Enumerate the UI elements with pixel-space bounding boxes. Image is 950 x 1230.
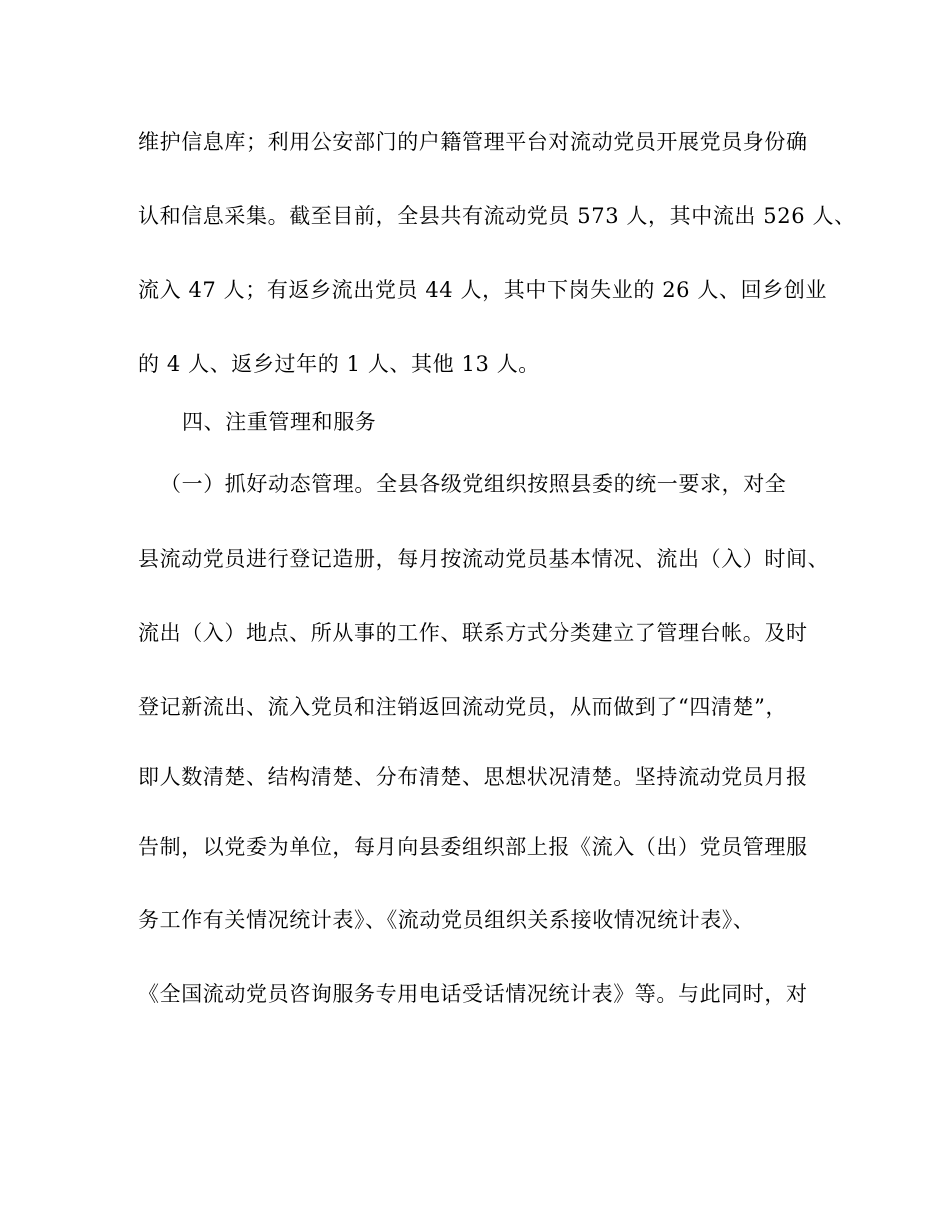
body-text-line: 《全国流动党员咨询服务专用电话受话情况统计表》等。与此同时，对 xyxy=(138,982,808,1006)
body-text-line: 县流动党员进行登记造册，每月按流动党员基本情况、流出（入）时间、 xyxy=(138,547,830,571)
body-text-line: 流入 47 人；有返乡流出党员 44 人，其中下岗失业的 26 人、回乡创业 xyxy=(138,278,828,302)
section-heading: 四、注重管理和服务 xyxy=(182,410,377,434)
body-text-line: 登记新流出、流入党员和注销返回流动党员，从而做到了“四清楚”， xyxy=(138,695,788,719)
body-text-line: 告制，以党委为单位，每月向县委组织部上报《流入（出）党员管理服 xyxy=(138,835,808,859)
body-text-line: 即人数清楚、结构清楚、分布清楚、思想状况清楚。坚持流动党员月报 xyxy=(138,765,808,789)
body-text-line: 流出（入）地点、所从事的工作、联系方式分类建立了管理台帐。及时 xyxy=(138,621,808,645)
subsection-first-line: （一）抓好动态管理。全县各级党组织按照县委的统一要求，对全 xyxy=(160,472,787,496)
body-text-line: 认和信息采集。截至目前，全县共有流动党员 573 人，其中流出 526 人、 xyxy=(138,204,856,228)
body-text-line: 的 4 人、返乡过年的 1 人、其他 13 人。 xyxy=(138,352,540,376)
body-text-line: 维护信息库；利用公安部门的户籍管理平台对流动党员开展党员身份确 xyxy=(138,130,808,154)
body-text-line: 务工作有关情况统计表》、《流动党员组织关系接收情况统计表》、 xyxy=(138,908,755,932)
